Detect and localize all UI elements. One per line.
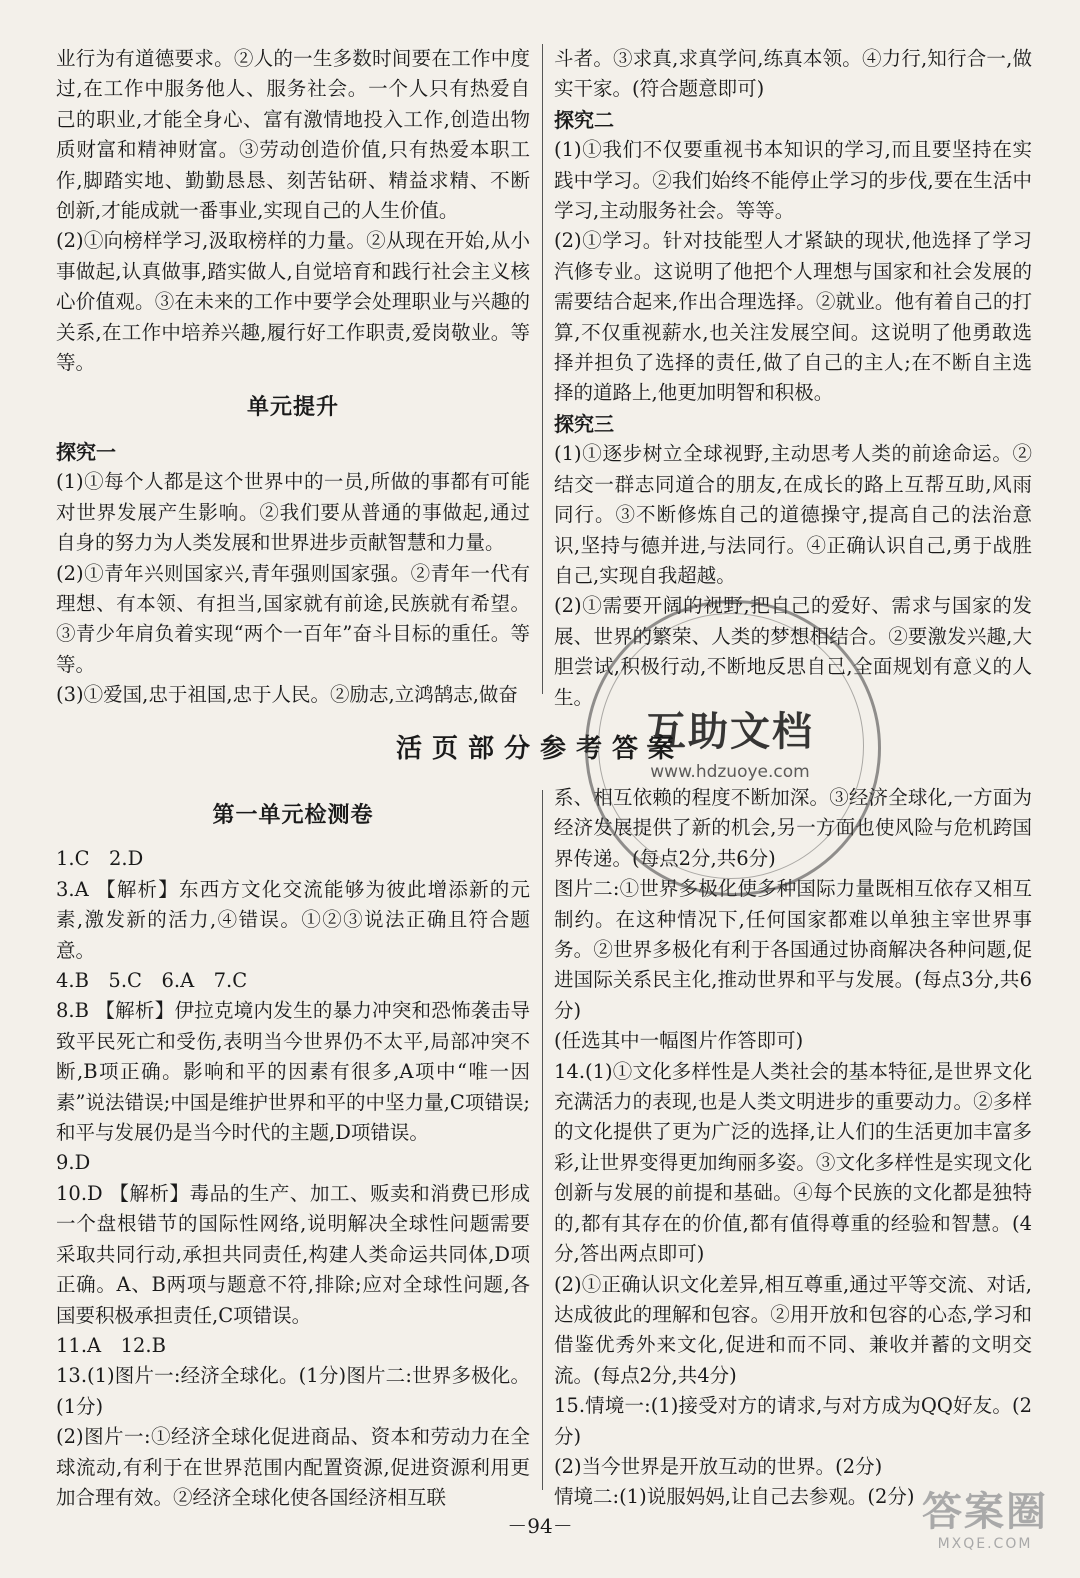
- paragraph: (2)①向榜样学习,汲取榜样的力量。②从现在开始,从小事做起,认真做事,踏实做人,自觉培育和践行社会主义核心价值观。③在未来的工作中要学会处理职业与兴趣的关系,在工作中培养兴趣,履行好工作职责,爱岗敬业。等等。: [56, 229, 530, 375]
- answer-item: 15.情境一:(1)接受对方的请求,与对方成为QQ好友。(2分): [554, 1394, 1032, 1448]
- column-divider-top: [542, 44, 543, 694]
- corner-watermark-logo: [910, 1488, 1060, 1568]
- answer-item: 系、相互依赖的程度不断加深。③经济全球化,一方面为经济发展提供了新的机会,另一方面也使风险与危机跨国界传递。(每点2分,共6分): [554, 786, 1032, 870]
- answer-item: 1.C 2.D: [56, 847, 144, 871]
- column-divider-bottom: [542, 790, 543, 1490]
- test-title: 第一单元检测卷: [212, 802, 374, 828]
- paragraph: 斗者。③求真,求真学问,练真本领。④力行,知行合一,做实干家。(符合题意即可): [554, 47, 1032, 101]
- answer-item: 4.B 5.C 6.A 7.C: [56, 969, 248, 993]
- subheading-tanjiu-1: 探究一: [56, 439, 116, 464]
- bottom-left-column: [56, 800, 530, 1513]
- answer-item: 3.A 【解析】东西方文化交流能够为彼此增添新的元素,激发新的活力,④错误。①②③说法正确且符合题意。: [56, 877, 530, 962]
- corner-watermark-url: MXQE.COM: [937, 1536, 1033, 1552]
- answer-item: 14.(1)①文化多样性是人类社会的基本特征,是世界文化充满活力的表现,也是人类文明进步的重要动力。②多样的文化提供了更为广泛的选择,让人们的生活更加丰富多彩,让世界变得更加绚丽多姿。③文化多样性是实现文化创新与发展的前提和基础。④每个民族的文化都是独特的,都有其存在的价值,都有值得尊重的经验和智慧。(4分,答出两点即可): [554, 1059, 1032, 1266]
- answer-item: 8.B 【解析】伊拉克境内发生的暴力冲突和恐怖袭击导致平民死亡和受伤,表明当今世界仍不太平,局部冲突不断,B项正确。影响和平的因素有很多,A项中“唯一因素”说法错误;中国是维护世界和平的中坚力量,C项错误;和平与发展仍是当今时代的主题,D项错误。: [56, 999, 530, 1145]
- subheading-tanjiu-2: 探究二: [554, 107, 614, 132]
- paragraph: (2)①需要开阔的视野,把自己的爱好、需求与国家的发展、世界的繁荣、人类的梦想相结合。②要激发兴趣,大胆尝试,积极行动,不断地反思自己,全面规划有意义的人生。: [554, 594, 1032, 709]
- corner-watermark-text: 答案圈: [922, 1489, 1048, 1535]
- watermark-seal-url: www.hdzuoye.com: [650, 762, 810, 782]
- paragraph: (1)①逐步树立全球视野,主动思考人类的前途命运。②结交一群志同道合的朋友,在成长的路上互帮互助,风雨同行。③不断修炼自己的道德操守,提高自己的法治意识,坚持与德并进,与法同行。④正确认识自己,勇于战胜自己,实现自我超越。: [554, 442, 1032, 587]
- page-number: －94－: [507, 1514, 573, 1538]
- paragraph: (2)①学习。针对技能型人才紧缺的现状,他选择了学习汽修专业。这说明了他把个人理想与国家和社会发展的需要结合起来,作出合理选择。②就业。他有着自己的打算,不仅重视薪水,也关注发展空间。这说明了他勇敢选择并担负了选择的责任,做了自己的主人;在不断自主选择的道路上,他更加明智和积极。: [554, 229, 1032, 405]
- answer-item: 9.D: [56, 1151, 91, 1175]
- answer-item: (任选其中一幅图片作答即可): [554, 1029, 804, 1053]
- answer-item: 11.A 12.B: [56, 1333, 166, 1357]
- bottom-right-column: [554, 783, 1032, 1513]
- watermark-seal-text: 互助文档: [646, 709, 814, 755]
- answer-item: 情境二:(1)说服妈妈,让自己去参观。(2分): [554, 1485, 915, 1509]
- paragraph: 业行为有道德要求。②人的一生多数时间要在工作中度过,在工作中服务他人、服务社会。一个人只有热爱自己的职业,才能全身心、富有激情地投入工作,创造出物质财富和精神财富。③劳动创造价值,只有热爱本职工作,脚踏实地、勤勤恳恳、刻苦钻研、精益求精、不断创新,才能成就一番事业,实现自己的人生价值。: [56, 47, 530, 223]
- paragraph: (1)①每个人都是这个世界中的一员,所做的事都有可能对世界发展产生影响。②我们要从普通的事做起,通过自身的努力为人类发展和世界进步贡献智慧和力量。: [56, 470, 530, 555]
- answer-item: (2)当今世界是开放互动的世界。(2分): [554, 1454, 883, 1478]
- answer-item: (2)图片一:①经济全球化促进商品、资本和劳动力在全球流动,有利于在世界范围内配置资源,促进资源利用更加合理有效。②经济全球化使各国经济相互联: [56, 1425, 530, 1509]
- answer-item: 10.D 【解析】毒品的生产、加工、贩卖和消费已形成一个盘根错节的国际性网络,说明解决全球性问题需要采取共同行动,承担共同责任,构建人类命运共同体,D项正确。A、B两项与题意不符,排除;应对全球性问题,各国要积极承担责任,C项错误。: [56, 1181, 530, 1327]
- answer-item: 图片二:①世界多极化使多种国际力量既相互依存又相互制约。在这种情况下,任何国家都难以单独主宰世界事务。②世界多极化有利于各国通过协商解决各种问题,促进国际关系民主化,推动世界和平与发展。(每点3分,共6分): [554, 877, 1032, 1022]
- subheading-tanjiu-3: 探究三: [554, 411, 614, 436]
- paragraph: (1)①我们不仅要重视书本知识的学习,而且要坚持在实践中学习。②我们始终不能停止学习的步伐,要在生活中学习,主动服务社会。等等。: [554, 138, 1032, 223]
- top-left-column: [56, 44, 530, 711]
- paragraph: (2)①青年兴则国家兴,青年强则国家强。②青年一代有理想、有本领、有担当,国家就有前途,民族就有希望。③青少年肩负着实现“两个一百年”奋斗目标的重任。等等。: [56, 561, 530, 676]
- answer-item: 13.(1)图片一:经济全球化。(1分)图片二:世界多极化。(1分): [56, 1364, 530, 1418]
- banner-answer-section: 活页部分参考答案: [395, 734, 684, 764]
- paragraph: (3)①爱国,忠于祖国,忠于人民。②励志,立鸿鹄志,做奋: [56, 683, 518, 707]
- section-heading-unit: 单元提升: [246, 394, 339, 421]
- answer-item: (2)①正确认识文化差异,相互尊重,通过平等交流、对话,达成彼此的理解和包容。②用开放和包容的心态,学习和借鉴优秀外来文化,促进和而不同、兼收并蓄的文明交流。(每点2分,共4分): [554, 1272, 1032, 1387]
